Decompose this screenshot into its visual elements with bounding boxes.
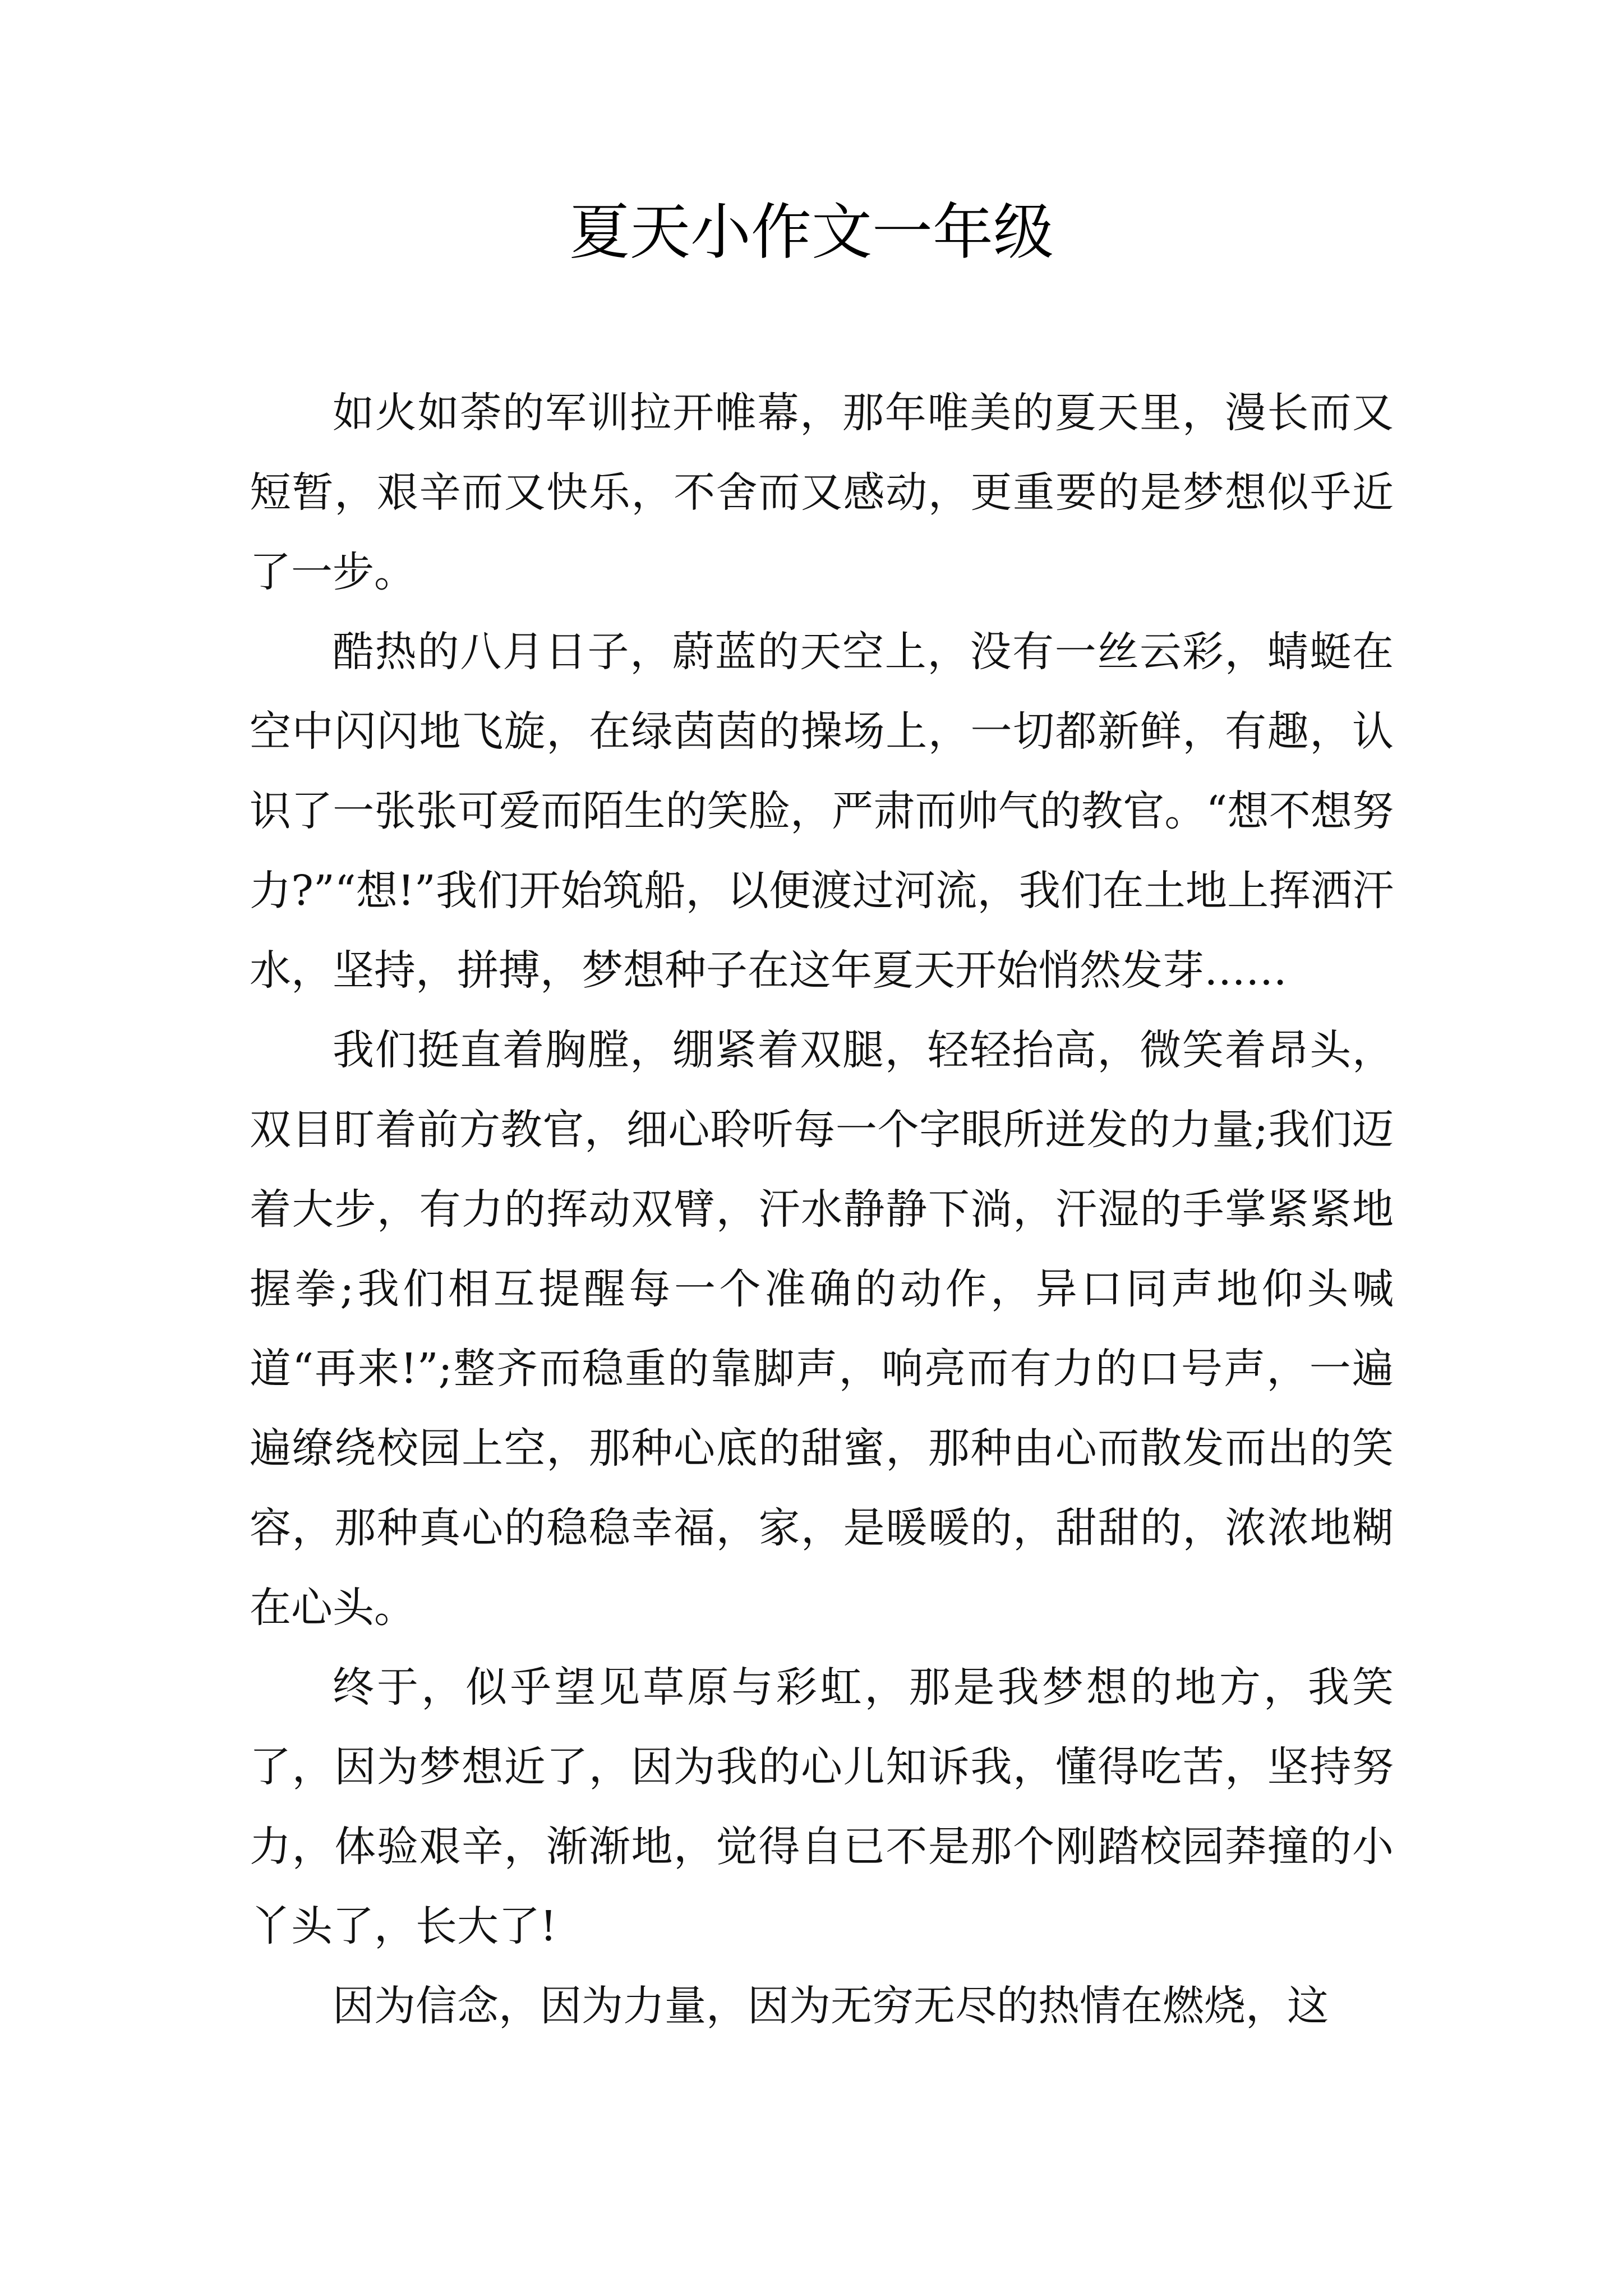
paragraph-5: 因为信念，因为力量，因为无穷无尽的热情在燃烧，这	[333, 1982, 1329, 2030]
document-body	[250, 373, 1394, 2046]
paragraph-1: 如火如荼的军训拉开帷幕，那年唯美的夏天里，漫长而又短暂，艰辛而又快乐，不舍而又感动，更重要的是梦想似乎近了一步。	[250, 389, 1394, 596]
paragraph-3: 我们挺直着胸膛，绷紧着双腿，轻轻抬高，微笑着昂头，双目盯着前方教官，细心聆听每一个字眼所迸发的力量;我们迈着大步，有力的挥动双臂，汗水静静下淌，汗湿的手掌紧紧地握拳;我们相互提醒每一个准确的动作，异口同声地仰头喊道“再来!”;整齐而稳重的靠脚声，响亮而有力的口号声，一遍遍缭绕校园上空，那种心底的甜蜜，那种由心而散发而出的笑容，那种真心的稳稳幸福，家，是暖暖的，甜甜的，浓浓地糊在心头。	[250, 1026, 1394, 1632]
paragraph-2: 酷热的八月日子，蔚蓝的天空上，没有一丝云彩，蜻蜓在空中闪闪地飞旋，在绿茵茵的操场上，一切都新鲜，有趣，认识了一张张可爱而陌生的笑脸，严肃而帅气的教官。“想不想努力?”“想!”我们开始筑船，以便渡过河流，我们在土地上挥洒汗水，坚持，拼搏，梦想种子在这年夏天开始悄然发芽……	[250, 628, 1394, 995]
paragraph-4: 终于，似乎望见草原与彩虹，那是我梦想的地方，我笑了，因为梦想近了，因为我的心儿知诉我，懂得吃苦，坚持努力，体验艰辛，渐渐地，觉得自已不是那个刚踏校园莽撞的小丫头了，长大了!	[250, 1663, 1394, 1950]
document-title: 夏天小作文一年级	[569, 197, 1054, 268]
